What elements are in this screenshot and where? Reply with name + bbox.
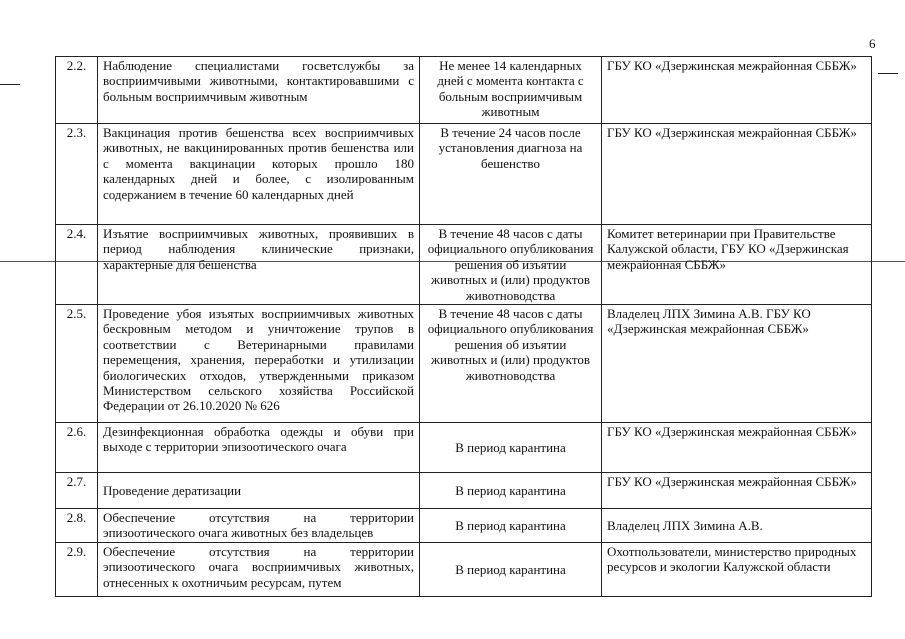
row-number: 2.5. — [56, 305, 98, 423]
action-cell: Вакцинация против бешенства всех восприимчивых животных, не вакцинированных против бешенства или с момента вакцинации которых прошло 180 календарных дней и более, с изолированным содержанием в течение 60 календарных дней — [98, 124, 420, 225]
table-row — [56, 473, 872, 509]
table-row — [56, 543, 872, 597]
responsible-cell: ГБУ КО «Дзержинская межрайонная СББЖ» — [602, 57, 872, 124]
action-cell: Обеспечение отсутствия на территории эпизоотического очага восприимчивых животных, отнесенных к охотничьим ресурсам, путем — [98, 543, 420, 597]
measures-table — [55, 56, 872, 597]
term-cell: В течение 48 часов с даты официального опубликования решения об изъятии животных и (или) продуктов животноводства — [420, 305, 602, 423]
term-cell: В период карантина — [420, 423, 602, 473]
page-number: 6 — [869, 36, 876, 51]
table-row — [56, 423, 872, 473]
responsible-cell: Владелец ЛПХ Зимина А.В. — [602, 509, 872, 543]
term-cell: В период карантина — [420, 509, 602, 543]
row-number: 2.8. — [56, 509, 98, 543]
table-row — [56, 305, 872, 423]
responsible-cell: Владелец ЛПХ Зимина А.В. ГБУ КО «Дзержинская межрайонная СББЖ» — [602, 305, 872, 423]
row-number: 2.9. — [56, 543, 98, 597]
term-cell: В течение 48 часов с даты официального опубликования решения об изъятии животных и (или) продуктов животноводства — [420, 225, 602, 305]
term-cell: В период карантина — [420, 473, 602, 509]
scan-line-top-right — [878, 73, 898, 74]
row-number: 2.2. — [56, 57, 98, 124]
responsible-cell: Комитет ветеринарии при Правительстве Калужской области, ГБУ КО «Дзержинская межрайонная СББЖ» — [602, 225, 872, 305]
responsible-cell: ГБУ КО «Дзержинская межрайонная СББЖ» — [602, 124, 872, 225]
row-number: 2.4. — [56, 225, 98, 305]
responsible-cell: ГБУ КО «Дзержинская межрайонная СББЖ» — [602, 473, 872, 509]
table-row — [56, 57, 872, 124]
action-cell: Наблюдение специалистами госветслужбы за восприимчивыми животными, контактировавшими с больным восприимчивым животным — [98, 57, 420, 124]
row-number: 2.6. — [56, 423, 98, 473]
term-cell: В период карантина — [420, 543, 602, 597]
action-cell: Дезинфекционная обработка одежды и обуви при выходе с территории эпизоотического очага — [98, 423, 420, 473]
term-cell: В течение 24 часов после установления диагноза на бешенство — [420, 124, 602, 225]
table-row — [56, 509, 872, 543]
row-number: 2.7. — [56, 473, 98, 509]
responsible-cell: ГБУ КО «Дзержинская межрайонная СББЖ» — [602, 423, 872, 473]
term-cell: Не менее 14 календарных дней с момента контакта с больным восприимчивым животным — [420, 57, 602, 124]
action-cell: Обеспечение отсутствия на территории эпизоотического очага животных без владельцев — [98, 509, 420, 543]
table-row — [56, 124, 872, 225]
action-cell: Изъятие восприимчивых животных, проявивших в период наблюдения клинические признаки, характерные для бешенства — [98, 225, 420, 305]
scan-line-top-left — [0, 84, 20, 85]
action-cell: Проведение дератизации — [98, 473, 420, 509]
responsible-cell: Охотпользователи, министерство природных ресурсов и экологии Калужской области — [602, 543, 872, 597]
table-row — [56, 225, 872, 305]
action-cell: Проведение убоя изъятых восприимчивых животных бескровным методом и уничтожение трупов в соответствии с Ветеринарными правилами перемещения, хранения, переработки и утилизации биологических отходов, утвержденными приказом Министерством сельского хозяйства Российской Федерации от 26.10.2020 № 626 — [98, 305, 420, 423]
row-number: 2.3. — [56, 124, 98, 225]
